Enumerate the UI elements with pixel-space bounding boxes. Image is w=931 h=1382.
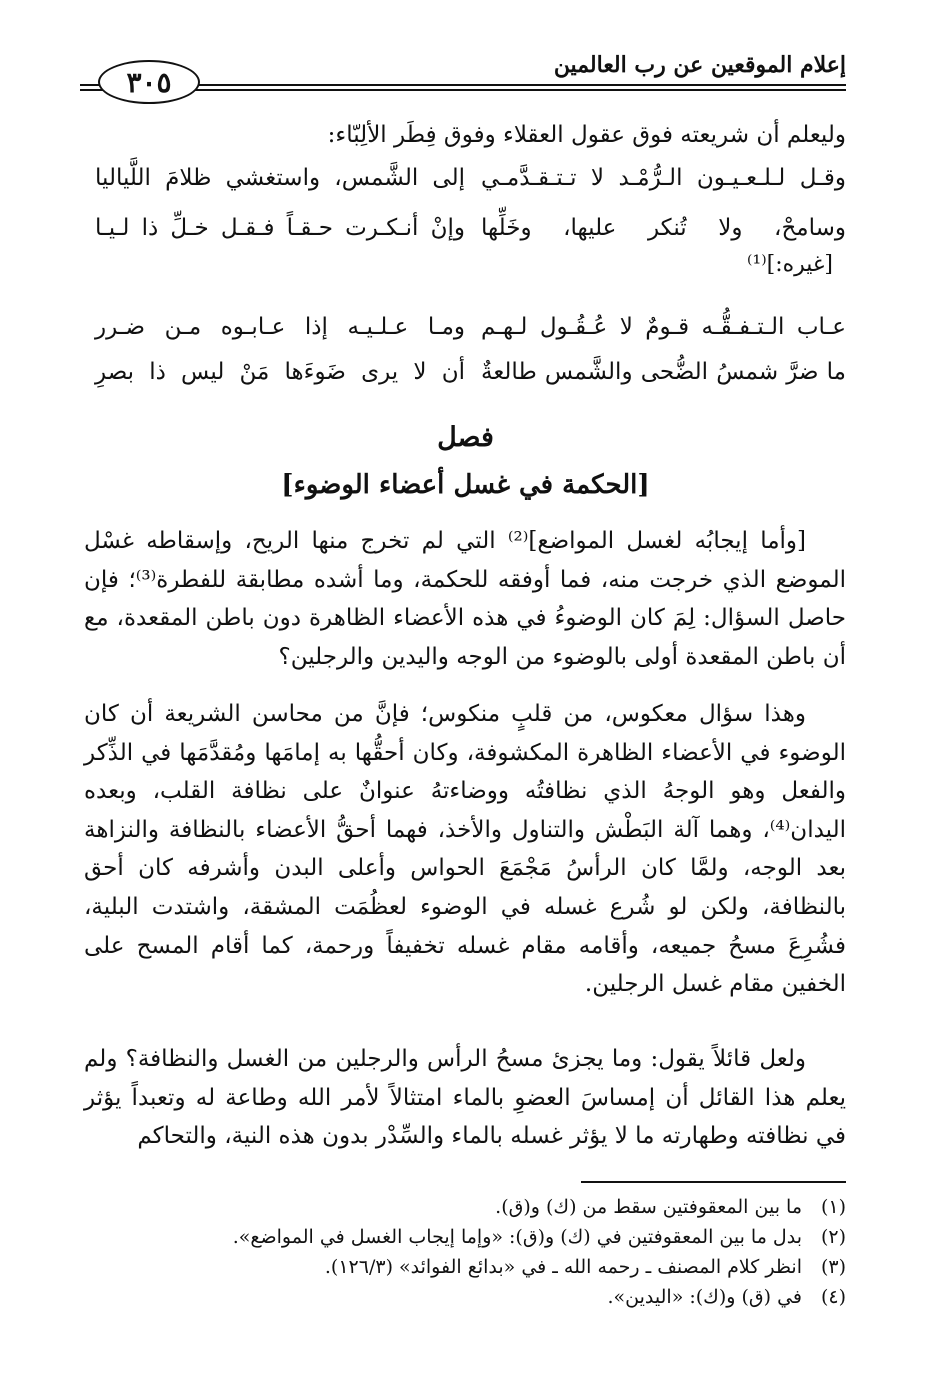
intro-line: وليعلم أن شريعته فوق عقول العقلاء وفوق فِطَر الألِبّاء: [327, 122, 846, 148]
footnote-text: انظر كلام المصنف ـ رحمه الله ـ في «بدائع الفوائد» (١٢٦/٣). [324, 1256, 802, 1278]
verse-row [85, 352, 846, 392]
verse-second-hemistich: ومـا عـلـيـه إذا عـابـوه مـن ضـرر [95, 314, 465, 340]
verse-row [85, 158, 846, 198]
running-header-title: إعلام الموقعين عن رب العالمين [553, 52, 846, 78]
verse-second-hemistich: وإنْ أنـكـرت حـقـاً فـقـل خـلِّ ذا لـيـا [95, 215, 465, 241]
verse-row [85, 208, 846, 248]
section-heading: فصل [437, 422, 494, 453]
body-paragraph: ولعل قائلاً يقول: وما يجزئ مسحُ الرأس والرجلين من الغسل والنظافة؟ ولم يعلم هذا القائل أن إمساسَ العضوِ بالماء امتثالاً لأمر الله وطاعة له وتعبداً يؤثر في نظافته وطهارته ما لا يؤثر غسله بالماء والسِّدْر بدون هذه النية، والتحاكم [84, 1046, 846, 1150]
section-subtitle: [الحكمة في غسل أعضاء الوضوء] [281, 470, 650, 500]
verse-second-hemistich: إلى الشَّمس، واستغشي ظلامَ اللَّياليا [95, 165, 465, 191]
poem-attribution-note: [غيره:]⁽¹⁾ [746, 252, 833, 277]
page-number-badge: ٣٠٥ [98, 60, 200, 104]
footnote [84, 1282, 846, 1312]
footnote-text: بدل ما بين المعقوفتين في (ك) و(ق): «وإما إيجاب الغسل في المواضع». [232, 1226, 802, 1248]
body-paragraph: [وأما إيجابُه لغسل المواضع]⁽²⁾ التي لم تخرج منها الريح، وإسقاطه غسْل الموضع الذي خرجت منه، فما أوفقه للحكمة، وما أشده مطابقة للفطرة⁽³⁾؛ فإن حاصل السؤال: لِمَ كان الوضوءُ في هذه الأعضاء الظاهرة دون باطن المقعدة، مع أن باطن المقعدة أولى بالوضوء من الوجه واليدين والرجلين؟ [84, 528, 846, 670]
footnote-number: (٢) [820, 1226, 846, 1248]
footnotes [84, 1192, 846, 1312]
footnote-number: (٤) [820, 1286, 846, 1308]
verse-row [85, 307, 846, 347]
footnote-text: ما بين المعقوفتين سقط من (ك) و(ق). [495, 1196, 802, 1218]
verse-first-hemistich: وسامحْ، ولا تُنكر عليها، وخَلِّها [481, 215, 846, 241]
verse-first-hemistich: وقـل لـلـعـيـون الـرُّمْـد لا تـتـقـدَّمـي [481, 165, 846, 191]
footnote-number: (٣) [820, 1256, 846, 1278]
verse-first-hemistich: عـاب الـتـفـقُّـه قـومٌ لا عُـقُـول لـهـم [481, 314, 846, 340]
footnote-separator [581, 1181, 846, 1183]
body-paragraph: وهذا سؤال معكوس، من قلبٍ منكوس؛ فإنَّ من محاسن الشريعة أن كان الوضوء في الأعضاء الظاهرة المكشوفة، وكان أحقُّها به إمامَها ومُقدَّمَها في الذِّكر والفعل وهو الوجهُ الذي نظافتُه ووضاءتهُ عنوانٌ على نظافة القلب، وبعده اليدان⁽⁴⁾، وهما آلة البَطْش والتناول والأخذ، فهما أحقُّ الأعضاء بالنظافة والنزاهة بعد الوجه، ولمَّا كان الرأسُ مَجْمَعَ الحواس وأعلى البدن وأشرفه كان أحق بالنظافة، ولكن لو شُرع غسله في الوضوء لعظُمَت المشقة، واشتدت البلية، فشُرِعَ مسحُ جميعه، وأقامه مقام غسله تخفيفاً ورحمة، كما أقام المسح على الخفين مقام غسل الرجلين. [84, 701, 846, 998]
footnote-number: (١) [820, 1196, 846, 1218]
footnote [84, 1252, 846, 1282]
verse-first-hemistich: ما ضرَّ شمسُ الضُّحى والشَّمس طالعةٌ [481, 359, 846, 385]
footnote [84, 1192, 846, 1222]
footnote [84, 1222, 846, 1252]
footnote-text: في (ق) و(ك): «اليدين». [607, 1286, 802, 1308]
verse-second-hemistich: أن لا يرى ضَوءَها مَنْ ليس ذا بصرِ [95, 359, 465, 385]
